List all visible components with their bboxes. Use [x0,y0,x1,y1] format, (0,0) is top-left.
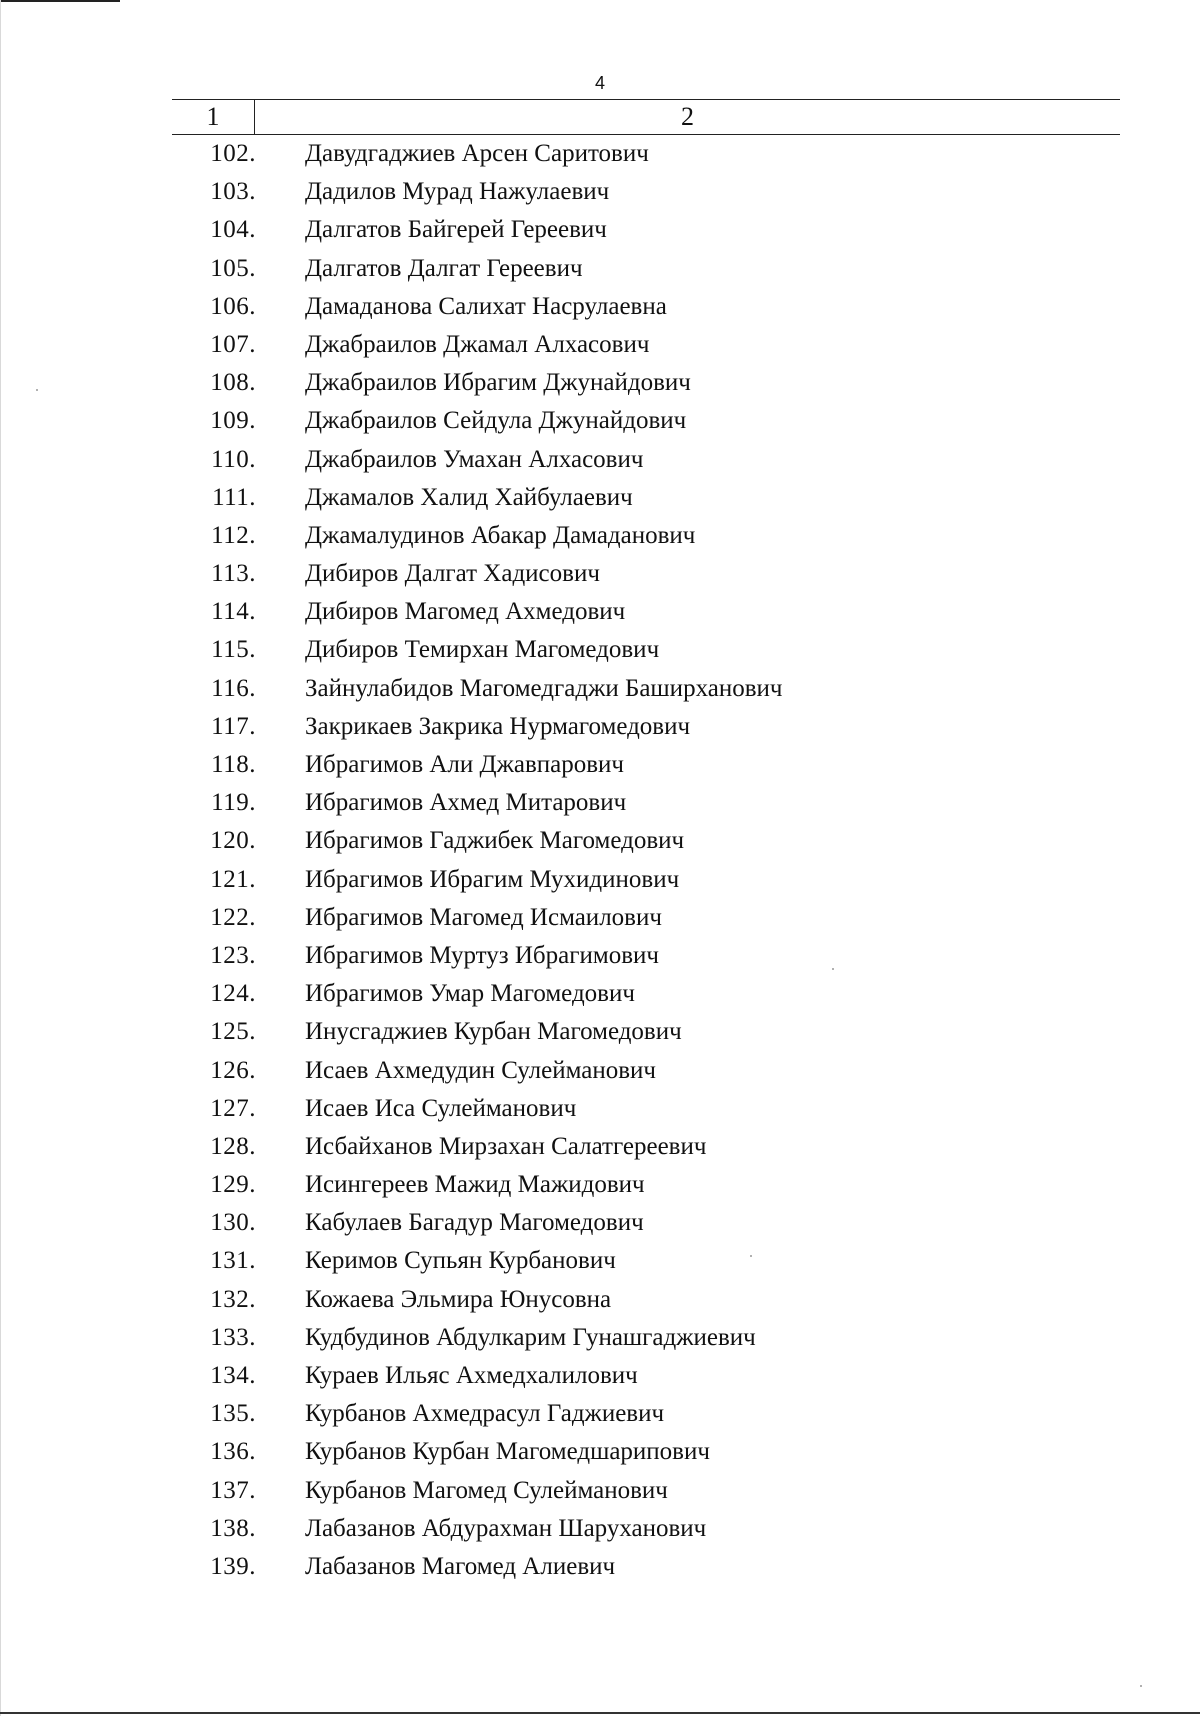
row-number: 126. [210,1056,256,1084]
row-full-name: Ибрагимов Ахмед Митарович [305,789,627,817]
row-full-name: Курбанов Магомед Сулейманович [305,1476,668,1504]
table-row [172,670,1120,708]
row-number: 109. [210,407,256,435]
table-row [172,1433,1120,1471]
row-number: 117. [211,712,256,740]
table-row [172,135,1120,173]
row-full-name: Исаев Иса Сулейманович [305,1094,577,1122]
row-full-name: Далгатов Байгерей Гереевич [305,216,607,244]
table-row [172,784,1120,822]
table-row [172,555,1120,593]
row-number: 135. [210,1400,256,1428]
row-number: 137. [210,1476,256,1504]
row-number: 108. [210,369,256,397]
header-col-name: 2 [681,102,694,131]
row-number: 132. [210,1285,256,1313]
table-row [172,899,1120,937]
row-full-name: Исингереев Мажид Мажидович [305,1171,645,1199]
table-row [172,1090,1120,1128]
row-full-name: Курбанов Ахмедрасул Гаджиевич [305,1400,665,1428]
row-number: 123. [210,941,256,969]
row-full-name: Ибрагимов Али Джавпарович [305,751,624,778]
table-row [172,517,1120,555]
row-full-name: Курбанов Курбан Магомедшарипович [305,1438,710,1466]
table-row [172,326,1120,364]
table-body [172,135,1120,1586]
row-number: 122. [210,903,256,931]
table-row [172,1319,1120,1357]
row-number: 116. [211,674,256,702]
scan-speck [750,1255,752,1257]
row-full-name: Исаев Ахмедудин Сулейманович [305,1056,657,1084]
table-row [172,1395,1120,1433]
table-row [172,746,1120,784]
row-number: 102. [210,140,256,167]
table-row [172,631,1120,669]
row-full-name: Лабазанов Абдурахман Шаруханович [305,1514,707,1542]
row-number: 124. [210,980,256,1008]
row-full-name: Ибрагимов Умар Магомедович [305,980,635,1008]
header-col-number: 1 [172,100,255,134]
row-full-name: Джамалов Халид Хайбулаевич [305,483,633,511]
row-full-name: Далгатов Далгат Гереевич [305,254,583,282]
row-number: 131. [210,1247,256,1275]
table-row [172,402,1120,440]
scan-edge-left [0,0,1,1716]
row-number: 136. [210,1438,256,1466]
row-number: 121. [210,865,256,893]
table-header-row [172,99,1120,135]
scan-speck [1140,1685,1142,1687]
table-row [172,593,1120,631]
table-row [172,708,1120,746]
row-full-name: Джабраилов Сейдула Джунайдович [305,407,687,435]
row-number: 120. [210,827,256,855]
table-row [172,1472,1120,1510]
table-row [172,1204,1120,1242]
row-full-name: Дадилов Мурад Нажулаевич [305,178,610,206]
row-full-name: Лабазанов Магомед Алиевич [305,1552,616,1580]
row-number: 119. [211,789,256,817]
table-row [172,173,1120,211]
row-full-name: Закрикаев Закрика Нурмагомедович [305,712,691,740]
table-row [172,1281,1120,1319]
row-number: 106. [210,292,256,320]
row-number: 107. [210,330,256,358]
scan-speck [832,968,834,970]
row-number: 129. [210,1171,256,1199]
row-full-name: Давудгаджиев Арсен Саритович [305,140,649,167]
table-row [172,1128,1120,1166]
row-full-name: Дибиров Магомед Ахмедович [305,598,626,626]
table-row [172,1510,1120,1548]
row-number: 118. [211,751,256,778]
table-row [172,1052,1120,1090]
row-number: 110. [211,445,256,473]
row-number: 115. [211,636,256,664]
row-number: 111. [212,483,256,511]
row-full-name: Кураев Ильяс Ахмедхалилович [305,1362,638,1389]
row-number: 125. [210,1018,256,1046]
table-row [172,1166,1120,1204]
row-full-name: Ибрагимов Муртуз Ибрагимович [305,941,659,969]
row-number: 130. [210,1209,256,1237]
row-full-name: Ибрагимов Магомед Исмаилович [305,903,662,931]
row-full-name: Ибрагимов Гаджибек Магомедович [305,827,685,855]
row-number: 103. [210,178,256,206]
row-full-name: Ибрагимов Ибрагим Мухидинович [305,865,680,893]
row-number: 128. [210,1132,256,1160]
table-row [172,1548,1120,1586]
table-row [172,1242,1120,1280]
row-number: 114. [211,598,256,626]
table-row [172,861,1120,899]
row-full-name: Зайнулабидов Магомедгаджи Баширханович [305,674,783,702]
row-full-name: Дибиров Темирхан Магомедович [305,636,660,664]
table-row [172,822,1120,860]
row-number: 112. [211,521,256,549]
names-table [172,99,1120,1586]
row-full-name: Исбайханов Мирзахан Салатгереевич [305,1132,707,1160]
row-full-name: Джабраилов Умахан Алхасович [305,445,644,473]
row-number: 127. [210,1094,256,1122]
table-row [172,937,1120,975]
table-row [172,441,1120,479]
row-full-name: Кожаева Эльмира Юнусовна [305,1285,612,1313]
table-row [172,250,1120,288]
row-number: 105. [210,254,256,282]
row-full-name: Джабраилов Ибрагим Джунайдович [305,369,691,397]
row-full-name: Дибиров Далгат Хадисович [305,560,600,588]
row-number: 134. [210,1362,256,1389]
row-number: 104. [210,216,256,244]
table-row [172,1013,1120,1051]
row-full-name: Керимов Супьян Курбанович [305,1247,616,1275]
table-row [172,288,1120,326]
row-full-name: Кабулаев Багадур Магомедович [305,1209,644,1237]
scan-edge-bottom [0,1712,1200,1714]
row-full-name: Джабраилов Джамал Алхасович [305,330,650,358]
row-number: 133. [210,1323,256,1351]
scan-edge-top [0,0,120,2]
table-row [172,364,1120,402]
row-number: 113. [211,560,256,588]
scan-speck [36,389,38,391]
table-row [172,211,1120,249]
row-full-name: Кудбудинов Абдулкарим Гунашгаджиевич [305,1323,756,1351]
row-full-name: Инусгаджиев Курбан Магомедович [305,1018,682,1046]
row-number: 138. [210,1514,256,1542]
row-full-name: Джамалудинов Абакар Дамаданович [305,521,696,549]
row-number: 139. [210,1552,256,1580]
row-full-name: Дамаданова Салихат Насрулаевна [305,292,667,320]
table-row [172,975,1120,1013]
table-row [172,479,1120,517]
table-row [172,1357,1120,1395]
page-number: 4 [594,73,605,93]
